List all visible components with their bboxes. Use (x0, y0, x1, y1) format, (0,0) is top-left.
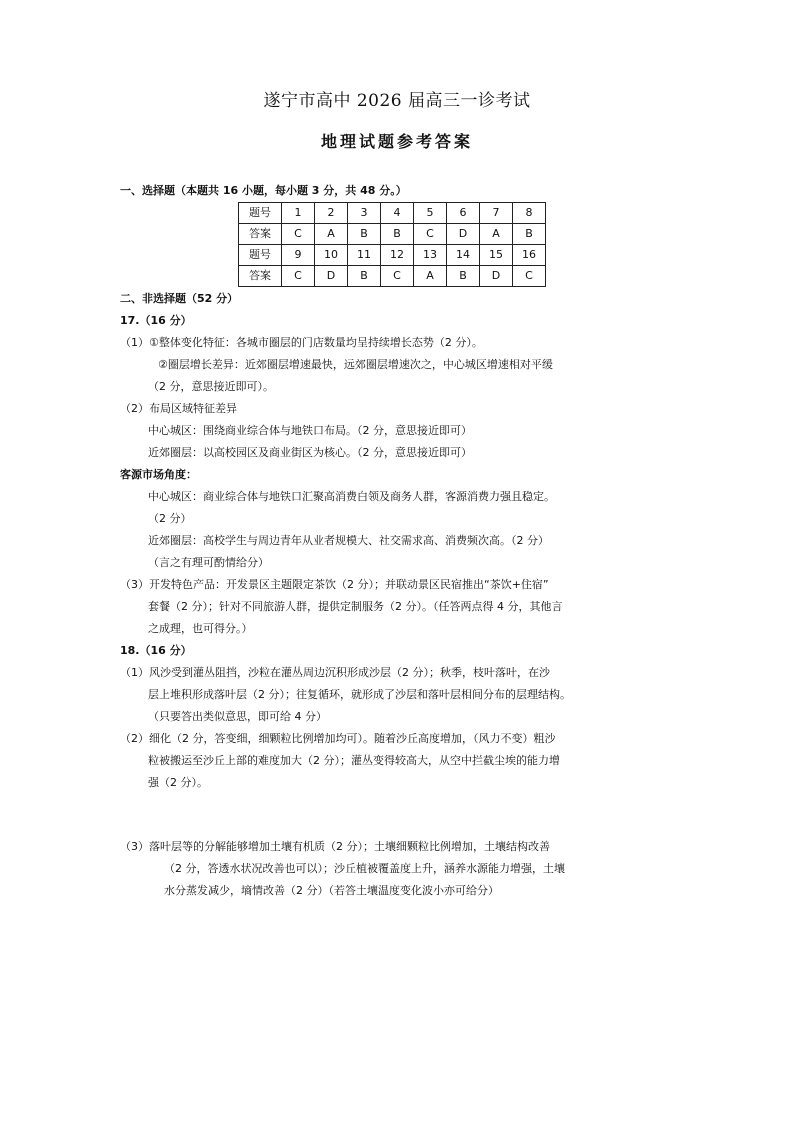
table-cell: C (381, 266, 414, 287)
answer-line: （1）①整体变化特征：各城市圈层的门店数量均呈持续增长态势（2 分）。 (120, 336, 483, 349)
table-cell: C (513, 266, 546, 287)
table-cell: 2 (315, 203, 348, 224)
section1-heading: 一、选择题（本题共 16 小题，每小题 3 分，共 48 分。） (120, 184, 407, 197)
table-cell: 答案 (239, 266, 282, 287)
answer-table (238, 202, 546, 287)
answer-line: 强（2 分）。 (148, 776, 208, 789)
answer-line: 套餐（2 分）；针对不同旅游人群，提供定制服务（2 分）。（任答两点得 4 分，其他言 (148, 600, 563, 613)
table-cell: 10 (315, 245, 348, 266)
table-cell: 7 (480, 203, 513, 224)
answer-line: 客源市场角度： (120, 468, 197, 481)
table-cell: A (480, 224, 513, 245)
table-row (239, 245, 546, 266)
table-row (239, 266, 546, 287)
table-cell: 11 (348, 245, 381, 266)
question-17-heading: 17.（16 分） (120, 314, 192, 327)
table-row (239, 203, 546, 224)
answer-line: 中心城区：围绕商业综合体与地铁口布局。（2 分，意思接近即可） (148, 424, 472, 437)
table-cell: C (414, 224, 447, 245)
table-cell: B (447, 266, 480, 287)
answer-line: 层上堆积形成落叶层（2 分）；往复循环，就形成了沙层和落叶层相间分布的层理结构。 (148, 688, 571, 701)
table-cell: 8 (513, 203, 546, 224)
table-cell: 题号 (239, 245, 282, 266)
table-cell: 16 (513, 245, 546, 266)
answer-line: （言之有理可酌情给分） (148, 556, 269, 569)
table-cell: D (480, 266, 513, 287)
table-cell: D (315, 266, 348, 287)
table-cell: 5 (414, 203, 447, 224)
document-subtitle: 地理试题参考答案 (320, 132, 473, 151)
table-cell: 3 (348, 203, 381, 224)
table-cell: B (513, 224, 546, 245)
table-cell: D (447, 224, 480, 245)
table-cell: A (315, 224, 348, 245)
answer-line: 之成理，也可得分。） (148, 622, 253, 635)
answer-line: （3）开发特色产品：开发景区主题限定茶饮（2 分）；并联动景区民宿推出“茶饮+住宿” (120, 578, 549, 591)
document-title: 遂宁市高中 2026 届高三一诊考试 (263, 91, 531, 111)
table-cell: 4 (381, 203, 414, 224)
table-cell: 答案 (239, 224, 282, 245)
answer-line: （2 分，答透水状况改善也可以）；沙丘植被覆盖度上升，涵养水源能力增强，土壤 (164, 862, 565, 875)
table-cell: 14 (447, 245, 480, 266)
answer-line: （3）落叶层等的分解能够增加土壤有机质（2 分）；土壤细颗粒比例增加，土壤结构改善 (120, 840, 550, 853)
table-cell: 12 (381, 245, 414, 266)
table-cell: 1 (282, 203, 315, 224)
answer-line: 水分蒸发减少，墒情改善（2 分）（若答土壤温度变化波小亦可给分） (164, 884, 499, 897)
answer-line: （2）细化（2 分，答变细，细颗粒比例增加均可）。随着沙丘高度增加，（风力不变）粗沙 (120, 732, 556, 745)
section2-heading: 二、非选择题（52 分） (120, 292, 239, 305)
answer-line: 中心城区：商业综合体与地铁口汇聚高消费白领及商务人群，客源消费力强且稳定。 (148, 490, 555, 503)
answer-line: （1）风沙受到灌丛阻挡，沙粒在灌丛周边沉积形成沙层（2 分）；秋季，枝叶落叶，在沙 (120, 666, 550, 679)
table-cell: A (414, 266, 447, 287)
answer-line: 粒被搬运至沙丘上部的难度加大（2 分）；灌丛变得较高大，从空中拦截尘埃的能力增 (148, 754, 560, 767)
question-18-heading: 18.（16 分） (120, 644, 192, 657)
answer-line: 近郊圈层：以高校园区及商业街区为核心。（2 分，意思接近即可） (148, 446, 472, 459)
table-cell: C (282, 224, 315, 245)
table-cell: B (348, 266, 381, 287)
table-cell: 15 (480, 245, 513, 266)
answer-line: （只要答出类似意思，即可给 4 分） (148, 710, 327, 723)
answer-line: （2）布局区域特征差异 (120, 402, 237, 415)
answer-line: 近郊圈层：高校学生与周边青年从业者规模大、社交需求高、消费频次高。（2 分） (148, 534, 549, 547)
table-cell: B (381, 224, 414, 245)
table-cell: 13 (414, 245, 447, 266)
answer-line: （2 分，意思接近即可）。 (148, 380, 274, 393)
table-cell: C (282, 266, 315, 287)
answer-line: （2 分） (148, 512, 192, 525)
table-row (239, 224, 546, 245)
table-cell: 9 (282, 245, 315, 266)
table-cell: 6 (447, 203, 480, 224)
answer-line: ②圈层增长差异：近郊圈层增速最快，远郊圈层增速次之，中心城区增速相对平缓 (158, 358, 553, 371)
table-cell: B (348, 224, 381, 245)
table-cell: 题号 (239, 203, 282, 224)
